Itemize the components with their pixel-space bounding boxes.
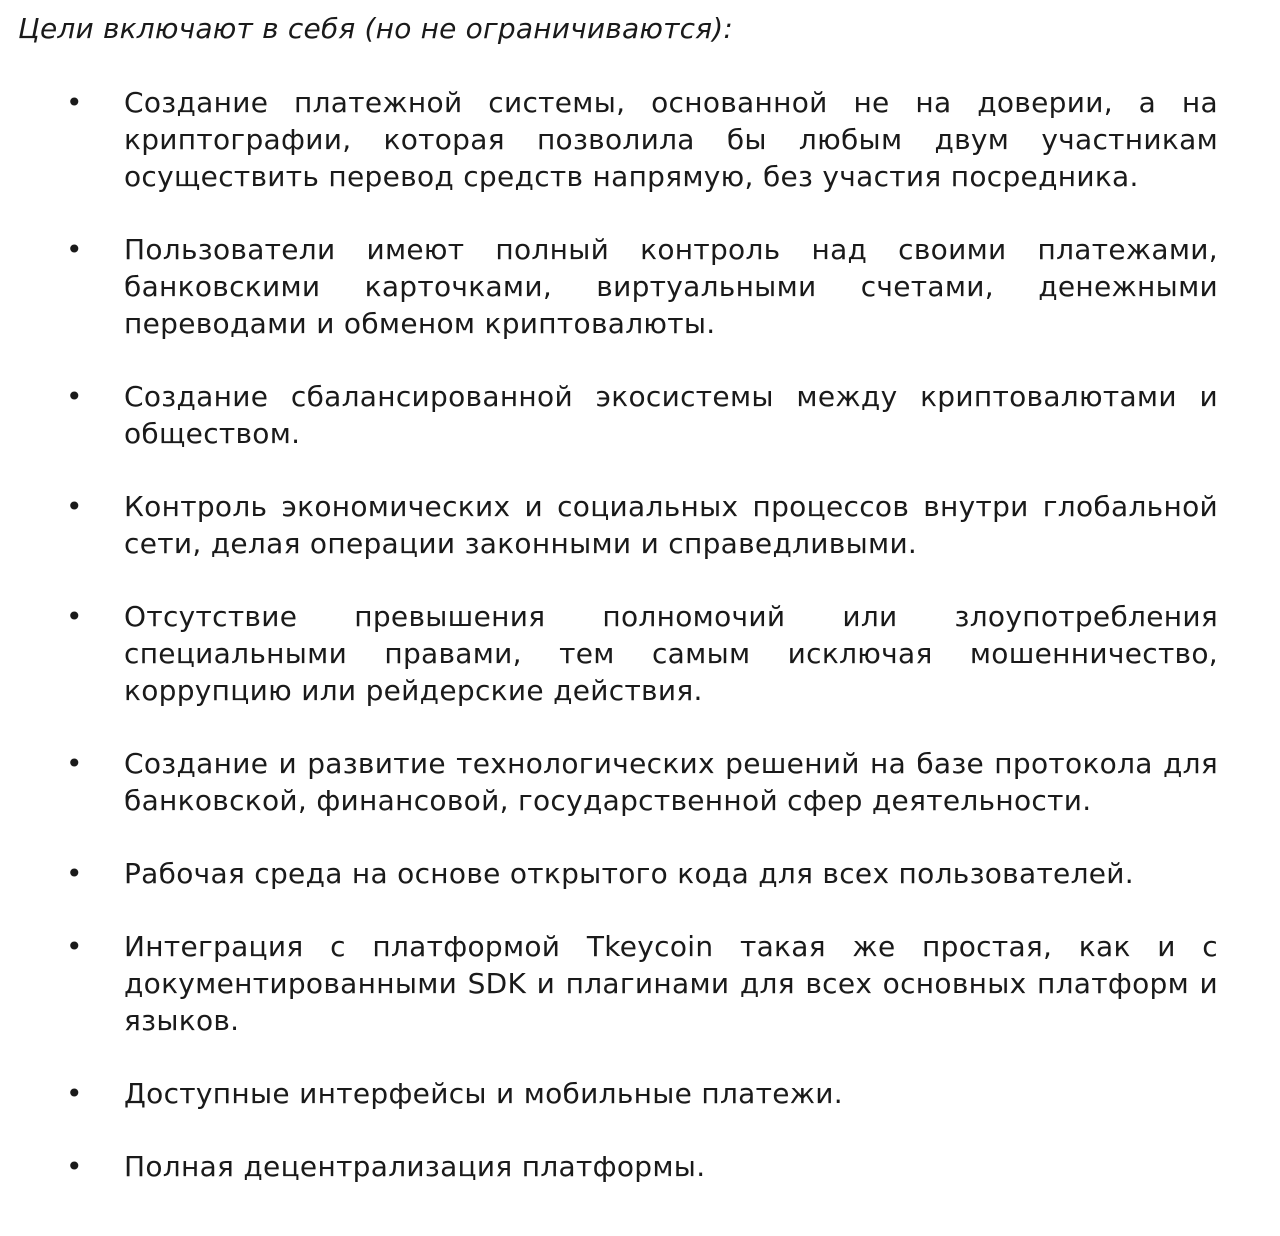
list-item-text: Контроль экономических и социальных процессов внутри глобальной сети, делая операции законными и справедливыми. (124, 490, 1218, 560)
list-item (0, 598, 1280, 709)
bullet-icon: • (66, 1077, 83, 1110)
bullet-icon: • (66, 1150, 83, 1183)
list-item (0, 855, 1280, 892)
list-item-text: Создание и развитие технологических решений на базе протокола для банковской, финансовой, государственной сфер деятельности. (124, 747, 1218, 817)
list-item-text: Доступные интерфейсы и мобильные платежи. (124, 1077, 843, 1110)
list-item-text: Интеграция с платформой Tkeycoin такая же простая, как и с документированными SDK и плагинами для всех основных платформ и языков. (124, 930, 1218, 1037)
list-item-text: Полная децентрализация платформы. (124, 1150, 706, 1183)
list-item-text: Создание платежной системы, основанной не на доверии, а на криптографии, которая позволила бы любым двум участникам осуществить перевод средств напрямую, без участия посредника. (124, 86, 1218, 193)
bullet-icon: • (66, 86, 83, 119)
list-item (0, 84, 1280, 195)
list-item-text: Отсутствие превышения полномочий или злоупотребления специальными правами, тем самым исключая мошенничество, коррупцию или рейдерские действия. (124, 600, 1218, 707)
list-item (0, 1075, 1280, 1112)
list-item (0, 378, 1280, 452)
list-item-text: Рабочая среда на основе открытого кода для всех пользователей. (124, 857, 1135, 890)
list-item-text: Пользователи имеют полный контроль над своими платежами, банковскими карточками, виртуальными счетами, денежными переводами и обменом криптовалюты. (124, 233, 1218, 340)
intro-text: Цели включают в себя (но не ограничиваются): (18, 12, 734, 45)
list-item (0, 488, 1280, 562)
list-item (0, 745, 1280, 819)
bullet-icon: • (66, 600, 83, 633)
bullet-icon: • (66, 747, 83, 780)
list-item (0, 1148, 1280, 1185)
bullet-icon: • (66, 490, 83, 523)
list-item (0, 928, 1280, 1039)
goals-list (0, 84, 1280, 1221)
list-item (0, 231, 1280, 342)
list-item-text: Создание сбалансированной экосистемы между криптовалютами и обществом. (124, 380, 1218, 450)
bullet-icon: • (66, 233, 83, 266)
bullet-icon: • (66, 930, 83, 963)
bullet-icon: • (66, 857, 83, 890)
bullet-icon: • (66, 380, 83, 413)
